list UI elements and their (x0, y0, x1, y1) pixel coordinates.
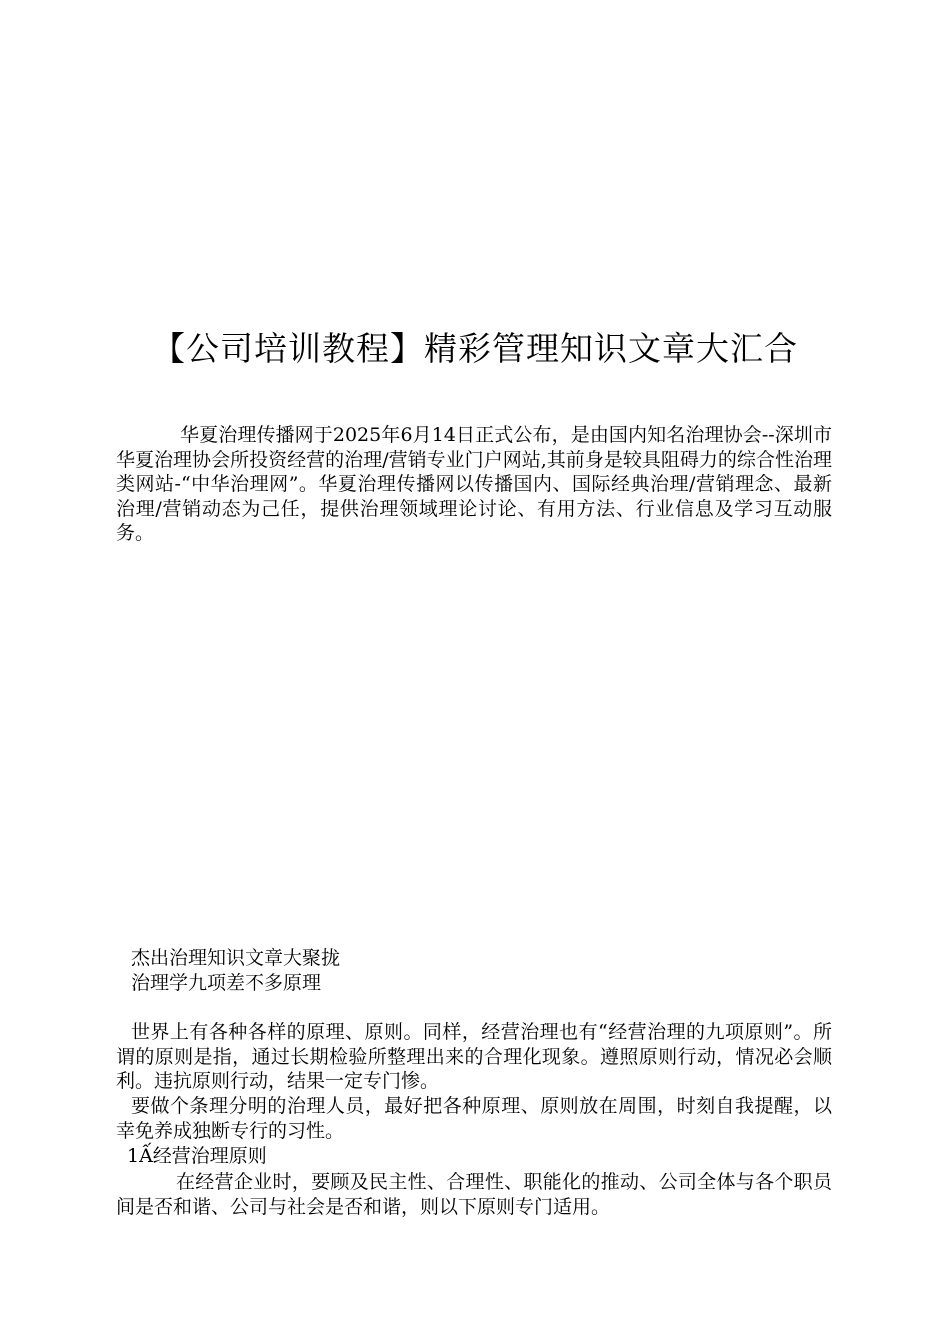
heading-nine-principles: 治理学九项差不多原理 (131, 972, 322, 994)
section-heading-management-principle: 1Ấ经营治理原则 (127, 1145, 267, 1167)
body-paragraph-principles: 世界上有各种各样的原理、原则。同样，经营治理也有“经营治理的九项原则”。所谓的原则是指，通过长期检验所整理出来的合理化现象。遵照原则行动，情况必会顺利。违抗原则行动，结果一定专门惨。 (116, 1021, 832, 1092)
heading-article-collection: 杰出治理知识文章大聚拢 (131, 947, 341, 969)
body-paragraph-enterprise: 在经营企业时，要顾及民主性、合理性、职能化的推动、公司全体与各个职员间是否和谐、公司与社会是否和谐，则以下原则专门适用。 (116, 1171, 832, 1218)
body-paragraph-reminder: 要做个条理分明的治理人员，最好把各种原理、原则放在周围，时刻自我提醒，以幸免养成独断专行的习性。 (116, 1095, 832, 1142)
intro-paragraph: 华夏治理传播网于2025年6月14日正式公布，是由国内知名治理协会--深圳市华夏治理协会所投资经营的治理/营销专业门户网站,其前身是较具阻碍力的综合性治理类网站-“中华治理网”。华夏治理传播网以传播国内、国际经典治理/营销理念、最新治理/营销动态为己任，提供治理领域理论讨论、有用方法、行业信息及学习互动服务。 (116, 424, 832, 544)
document-title: 【公司培训教程】精彩管理知识文章大汇合 (152, 329, 798, 368)
